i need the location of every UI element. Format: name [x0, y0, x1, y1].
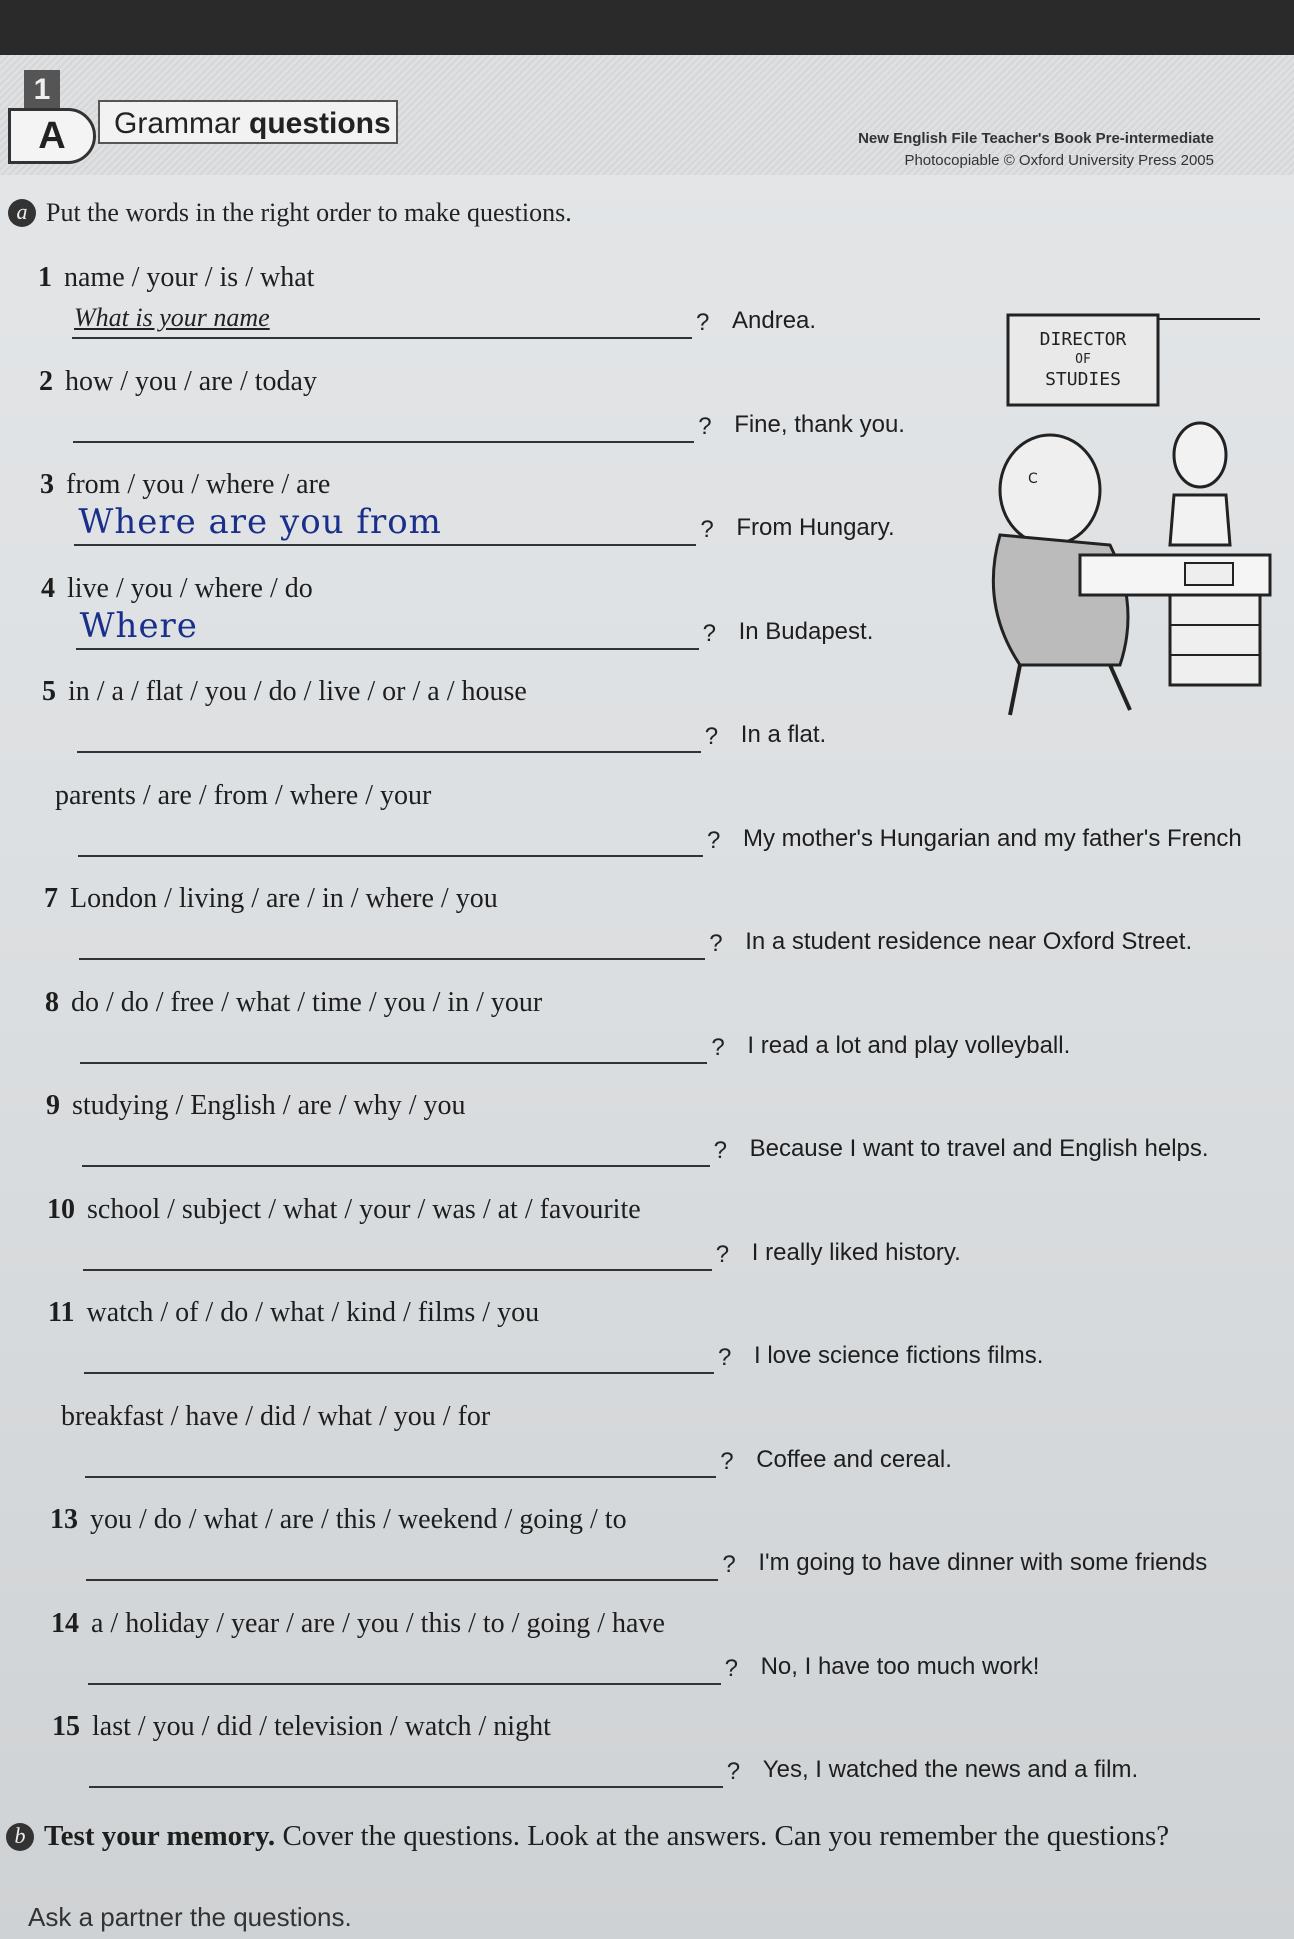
question-prompt	[40, 469, 330, 501]
question-words: from / you / where / are	[66, 469, 331, 500]
question-prompt	[39, 366, 317, 398]
question-words: watch / of / do / what / kind / films / you	[86, 1297, 540, 1328]
answer-line[interactable]	[72, 337, 692, 339]
director-head	[1000, 435, 1100, 545]
answer-line[interactable]	[79, 958, 705, 960]
answer-line[interactable]	[77, 751, 701, 753]
section-letter-badge: A	[8, 108, 96, 164]
answer-reply: In Budapest.	[738, 617, 874, 645]
sign-line-3: STUDIES	[1045, 369, 1121, 390]
part-a-bullet: a	[8, 199, 36, 227]
answer-reply: I'm going to have dinner with some friends	[758, 1549, 1208, 1576]
question-number: 7	[44, 883, 58, 914]
question-words: live / you / where / do	[67, 572, 313, 604]
question-prompt	[49, 1401, 490, 1433]
answer-line[interactable]	[85, 1476, 716, 1478]
part-b-text: Cover the questions. Look at the answers. Can you remember the questions?	[282, 1820, 1170, 1852]
sign-line-2: OF	[1075, 352, 1091, 367]
question-number: 8	[45, 986, 59, 1018]
question-words: in / a / flat / you / do / live / or / a / house	[68, 676, 527, 707]
question-words: you / do / what / are / this / weekend / going / to	[90, 1504, 627, 1535]
question-words: name / your / is / what	[64, 262, 315, 293]
question-number: 3	[40, 469, 54, 500]
answer-line[interactable]	[74, 544, 696, 546]
chair-legs	[1010, 665, 1130, 715]
credit-line-2: Photocopiable © Oxford University Press 2005	[904, 152, 1214, 169]
question-number: 9	[46, 1090, 60, 1121]
answer-reply: Fine, thank you.	[734, 410, 905, 438]
answer-line[interactable]	[89, 1786, 723, 1788]
question-prompt	[45, 987, 542, 1019]
question-mark: ?	[720, 1447, 734, 1475]
answer-line[interactable]	[76, 648, 699, 650]
question-number: 13	[50, 1504, 78, 1535]
question-prompt	[52, 1711, 551, 1743]
question-prompt	[42, 676, 527, 708]
question-prompt	[50, 1504, 627, 1536]
question-words: parents / are / from / where / your	[55, 779, 432, 811]
question-mark: ?	[696, 309, 710, 336]
question-mark: ?	[711, 1033, 725, 1061]
question-prompt	[48, 1297, 539, 1329]
answer-reply: In a flat.	[740, 721, 827, 748]
question-words: a / holiday / year / are / you / this / to / going / have	[91, 1607, 665, 1639]
question-number: 5	[42, 676, 56, 707]
secretary-body	[1170, 495, 1230, 545]
question-mark: ?	[704, 723, 719, 750]
question-mark: ?	[707, 826, 721, 854]
desk-drawers	[1170, 595, 1260, 685]
question-prompt	[43, 780, 431, 812]
question-prompt	[51, 1608, 665, 1640]
answer-line[interactable]	[73, 441, 694, 443]
question-words: last / you / did / television / watch / night	[92, 1711, 551, 1742]
answer-reply: No, I have too much work!	[760, 1652, 1040, 1680]
printed-example-answer: What is your name	[74, 303, 270, 332]
part-b-instruction	[6, 1820, 1169, 1853]
answer-reply: In a student residence near Oxford Street.	[745, 928, 1193, 955]
question-mark: ?	[713, 1137, 727, 1164]
question-number: 2	[39, 365, 53, 397]
answer-line[interactable]	[84, 1372, 714, 1374]
answer-line[interactable]	[86, 1579, 718, 1581]
question-mark: ?	[722, 1551, 736, 1578]
speech-letter: C	[1028, 471, 1038, 487]
question-number: 4	[41, 572, 55, 604]
answer-reply: I read a lot and play volleyball.	[747, 1031, 1071, 1059]
question-words: do / do / free / what / time / you / in / your	[71, 986, 543, 1018]
question-words: studying / English / are / why / you	[72, 1090, 466, 1121]
sign-line-1: DIRECTOR	[1039, 329, 1127, 350]
question-mark: ?	[724, 1654, 738, 1682]
question-words: how / you / are / today	[65, 365, 317, 397]
question-number: 10	[47, 1193, 75, 1225]
answer-reply: I really liked history.	[751, 1238, 961, 1266]
credit-line-1: New English File Teacher's Book Pre-intermediate	[858, 130, 1214, 147]
part-c-instruction: Ask a partner the questions.	[28, 1902, 352, 1932]
answer-line[interactable]	[78, 855, 703, 857]
instruction-text: Put the words in the right order to make questions.	[46, 198, 572, 227]
answer-reply: From Hungary.	[736, 514, 895, 541]
director-of-studies-illustration	[960, 305, 1280, 735]
question-mark: ?	[715, 1240, 730, 1268]
question-mark: ?	[709, 930, 723, 957]
question-words: school / subject / what / your / was / at / favourite	[87, 1193, 641, 1225]
answer-reply: Andrea.	[732, 307, 817, 334]
handwritten-answer: Where are you from	[78, 502, 442, 542]
part-b-bullet: b	[6, 1823, 34, 1851]
question-number: 14	[51, 1607, 79, 1639]
desk-top	[1080, 555, 1270, 595]
part-a-instruction	[8, 198, 572, 228]
title-bold: questions	[249, 107, 391, 140]
question-mark: ?	[698, 412, 712, 440]
question-words: London / living / are / in / where / you	[70, 883, 498, 914]
title-light: Grammar	[114, 107, 241, 140]
question-number: 1	[38, 262, 52, 293]
question-mark: ?	[726, 1758, 741, 1785]
question-prompt	[38, 262, 314, 294]
answer-reply: Because I want to travel and English helps.	[749, 1135, 1209, 1162]
question-prompt	[41, 573, 313, 605]
copyright-credit	[858, 128, 1214, 172]
answer-line[interactable]	[82, 1165, 710, 1167]
part-b-bold: Test your memory.	[44, 1820, 276, 1852]
question-prompt	[44, 883, 498, 915]
handwritten-answer: Where	[79, 605, 198, 646]
question-number: 15	[52, 1711, 80, 1742]
answer-line[interactable]	[83, 1269, 712, 1271]
answer-line[interactable]	[80, 1062, 707, 1064]
answer-reply: Coffee and cereal.	[756, 1445, 952, 1473]
question-mark: ?	[718, 1344, 732, 1371]
question-words: breakfast / have / did / what / you / for	[61, 1400, 491, 1432]
telephone-icon	[1185, 563, 1233, 585]
page-title	[98, 100, 398, 144]
unit-number: 1	[24, 70, 60, 110]
question-number: 11	[48, 1297, 75, 1328]
answer-reply: My mother's Hungarian and my father's French	[743, 824, 1242, 852]
answer-reply: I love science fictions films.	[754, 1342, 1044, 1369]
question-mark: ?	[700, 516, 714, 543]
secretary-head	[1174, 423, 1226, 487]
answer-line[interactable]	[88, 1683, 721, 1685]
question-prompt	[46, 1090, 466, 1122]
question-mark: ?	[702, 619, 716, 647]
question-prompt	[47, 1194, 641, 1226]
answer-reply: Yes, I watched the news and a film.	[762, 1756, 1139, 1783]
